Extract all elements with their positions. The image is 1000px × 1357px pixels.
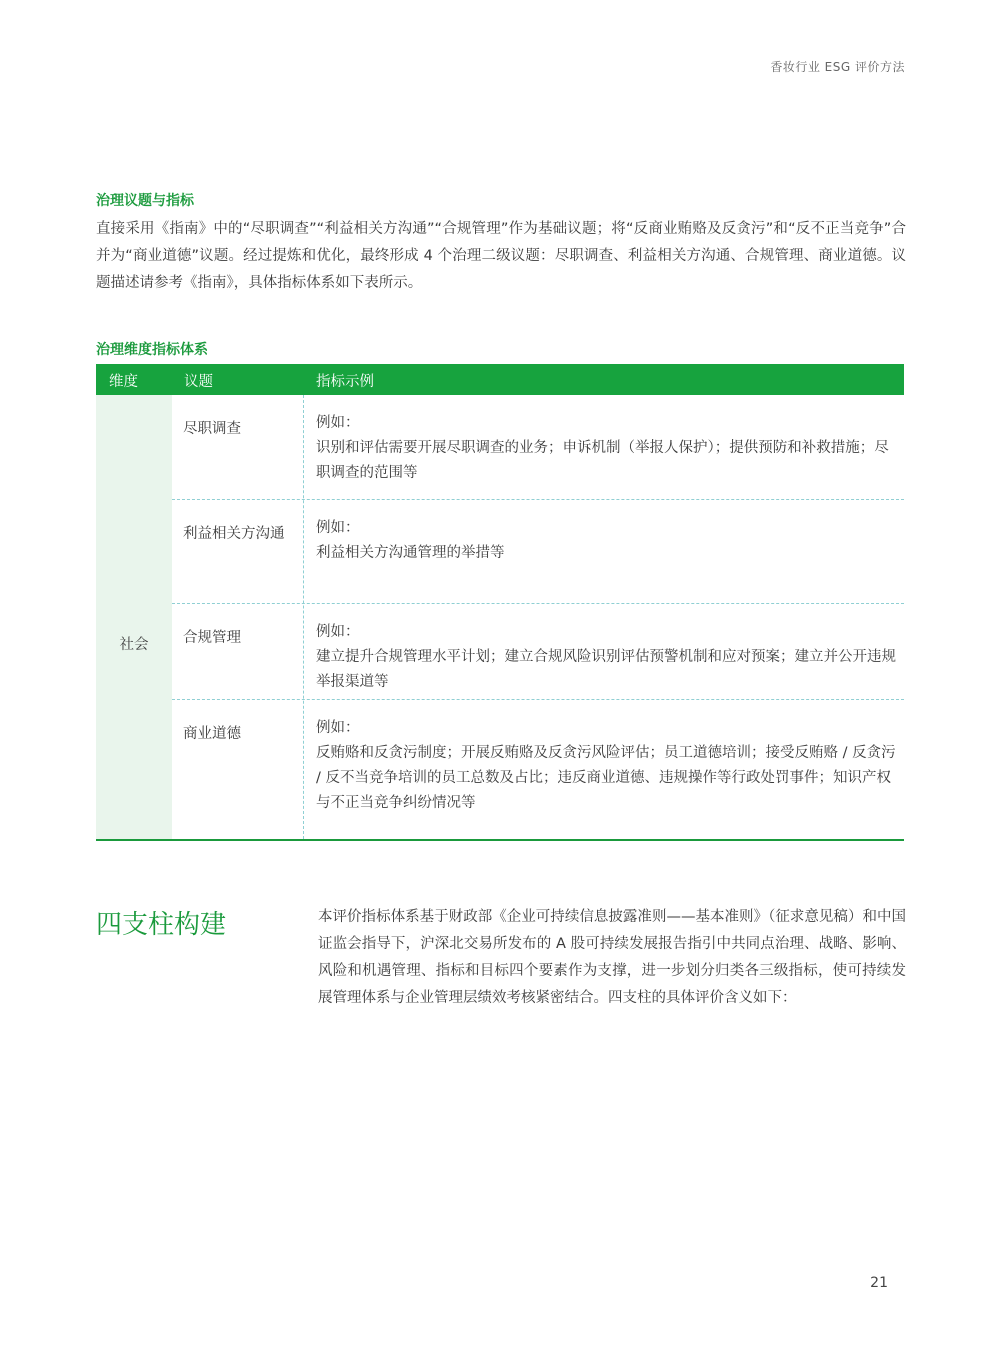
example-cell bbox=[316, 716, 900, 816]
example-lead: 例如： bbox=[316, 415, 360, 431]
dimension-label: 社会 bbox=[119, 637, 149, 653]
governance-heading: 治理议题与指标 bbox=[96, 193, 194, 209]
governance-indicator-table bbox=[96, 364, 904, 841]
example-text: 利益相关方沟通管理的举措等 bbox=[316, 545, 505, 561]
header-topic: 议题 bbox=[184, 374, 213, 390]
table-caption: 治理维度指标体系 bbox=[96, 342, 208, 358]
pillar-title: 四支柱构建 bbox=[96, 910, 227, 940]
table-row bbox=[172, 395, 904, 500]
governance-paragraph: 直接采用《指南》中的“尽职调查”“利益相关方沟通”“合规管理”作为基础议题；将“反商业贿赂及反贪污”和“反不正当竞争”合并为“商业道德”议题。经过提炼和优化，最终形成 4 个治理二级议题：尽职调查、利益相关方沟通、合规管理、商业道德。议题描述请参考《指南》，具体指标体系如下表所示。 bbox=[96, 221, 906, 291]
example-cell bbox=[316, 411, 900, 486]
table-row bbox=[172, 500, 904, 604]
table-body bbox=[96, 395, 904, 841]
running-header: 香妆行业 ESG 评价方法 bbox=[770, 60, 905, 74]
header-examples: 指标示例 bbox=[316, 374, 374, 390]
example-cell bbox=[316, 516, 900, 566]
header-dimension: 维度 bbox=[109, 374, 138, 390]
topic-cell: 合规管理 bbox=[183, 630, 241, 646]
example-cell bbox=[316, 620, 900, 695]
table-row bbox=[172, 700, 904, 839]
example-lead: 例如： bbox=[316, 520, 360, 536]
topic-cell: 商业道德 bbox=[183, 726, 241, 742]
table-row bbox=[172, 604, 904, 700]
example-lead: 例如： bbox=[316, 720, 360, 736]
topic-cell: 利益相关方沟通 bbox=[183, 526, 285, 542]
example-lead: 例如： bbox=[316, 624, 360, 640]
dimension-cell bbox=[96, 395, 172, 839]
page-number: 21 bbox=[870, 1275, 888, 1291]
topic-cell: 尽职调查 bbox=[183, 421, 241, 437]
example-text: 识别和评估需要开展尽职调查的业务；申诉机制（举报人保护）；提供预防和补救措施；尽职调查的范围等 bbox=[316, 440, 889, 481]
example-text: 建立提升合规管理水平计划；建立合规风险识别评估预警机制和应对预案；建立并公开违规举报渠道等 bbox=[316, 649, 896, 690]
pillar-paragraph: 本评价指标体系基于财政部《企业可持续信息披露准则——基本准则》（征求意见稿）和中国证监会指导下，沪深北交易所发布的 A 股可持续发展报告指引中共同点治理、战略、影响、风险和机遇管理、指标和目标四个要素作为支撑，进一步划分归类各三级指标，使可持续发展管理体系与企业管理层绩效考核紧密结合。四支柱的具体评价含义如下： bbox=[318, 909, 906, 1006]
table-header-row bbox=[96, 364, 904, 395]
example-text: 反贿赂和反贪污制度；开展反贿赂及反贪污风险评估；员工道德培训；接受反贿赂 / 反贪污 / 反不当竞争培训的员工总数及占比；违反商业道德、违规操作等行政处罚事件；知识产权与不正当竞争纠纷情况等 bbox=[316, 745, 896, 811]
